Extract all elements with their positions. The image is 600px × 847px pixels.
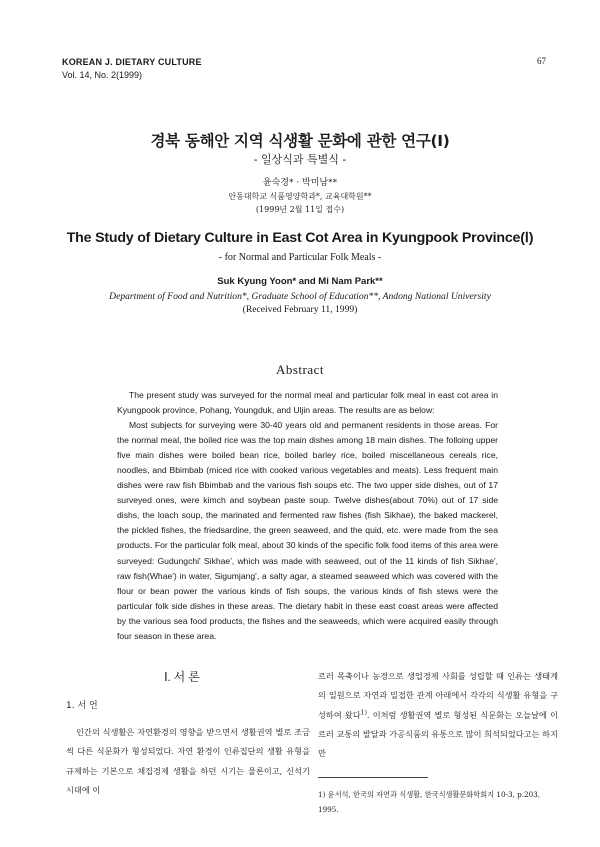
english-title: The Study of Dietary Culture in East Cot Area in Kyungpook Province(Ⅰ) [66,230,534,246]
body-paragraph: 인간의 식생활은 자연환경의 영향을 받으면서 생활권역 별로 조금씩 다른 식문화가 형성되었다. 자연 환경이 인류집단의 생활 유형을 규제하는 기본으로 채집경제 생활을 하던 시기는 물론이고, 신석기 시대에 이 [66,727,310,795]
korean-authors: 윤숙경* · 박미남** [262,178,338,188]
journal-name: KOREAN J. DIETARY CULTURE [62,57,202,67]
body-paragraph [318,667,558,763]
section-heading-introduction: Ⅰ. 서 론 [164,670,200,684]
page-number: 67 [537,56,546,66]
body-text: . 이처럼 생활권역 별로 형성된 식문화는 오늘날에 이르러 교통의 발달과 가공식품의 유통으로 많이 희석되었다고는 하지만 [318,709,558,759]
abstract-body [117,388,498,644]
body-text-right [318,667,558,763]
abstract-heading: Abstract [275,362,325,377]
footnote-divider [318,777,428,778]
footnote-reference[interactable]: 1) [360,708,367,716]
english-received-date: (Received February 11, 1999) [242,304,358,315]
body-text-left [66,723,310,800]
abstract-paragraph: The present study was surveyed for the normal meal and particular folk meal in east cot area in Kyungpook province, Pohang, Youngduk, and Uljin areas. The results are as below: [117,390,498,416]
english-affiliation: Department of Food and Nutrition*, Graduate School of Education**, Andong National University [109,291,491,302]
journal-header [62,56,202,82]
english-authors: Suk Kyung Yoon* and Mi Nam Park** [217,276,383,287]
journal-volume: Vol. 14, No. 2(1999) [62,70,143,80]
footnote: 1) 윤서석, 한국의 자연과 식생활, 한국식생활문화학회지 10-3, p.203, 1995. [318,790,541,814]
abstract-paragraph: Most subjects for surveying were 30-40 years old and permanent residents in those areas. For the normal meal, the boiled rice was the top main dishes among 18 main dishes. The folloing upper five main dishes were boiled bean rice, boiled barley rice, boiled miscellaneous cereals rice, noodles, and Bbimbab (miced rice with cooked various vegetables and meats). Less frequent main dishes were raw fish Bbimbab and the various fish soups etc. The two upper side dishes, out of 17 surveyed ones, were kimch and soybean paste soup. Twelve dishes(about 70%) out of 17 side dishs, the loach soup, the marinated and fermented raw fishes (fish Sikhae), the baked mackerel, the pickled fishes, the friedsardine, the green seaweed, and the quid, etc. were made from the sea products. For the particular folk meal, about 30 kinds of the specific folk food items of this area were surveyed: Gudungchi' Sikhae', which was made with seaweed, out of the 11 kinds of fish Sikhae', raw fish(Whae') in water, Sigumjang', a salty agar, a steamed seaweed which was covered with the flour or bean power the various kinds of fish soups, the various kinds of fish stews were the particular folk side dishes in these areas. The dietary habit in these east coast areas were affected by the various sea food products, the fishes and the seaweeds, which were acquired easily through four season in these area. [117,420,498,641]
korean-affiliation: 안동대학교 식품영양학과*, 교육대학원** [228,192,372,201]
body-text: 르러 목축이나 농경으로 생업경제 사회를 성립할 때 인류는 생태계의 일원으로 자연과 밀접한 관계 아래에서 각각의 식생활 유형을 구성하여 왔다 [318,671,558,720]
korean-title: 경북 동해안 지역 식생활 문화에 관한 연구(Ⅰ) [150,132,450,150]
subsection-heading: 1. 서 언 [66,701,98,711]
korean-subtitle: - 일상식과 특별식 - [253,153,347,166]
english-subtitle: - for Normal and Particular Folk Meals - [218,252,382,263]
korean-received-date: (1999년 2월 11일 접수) [255,205,345,214]
